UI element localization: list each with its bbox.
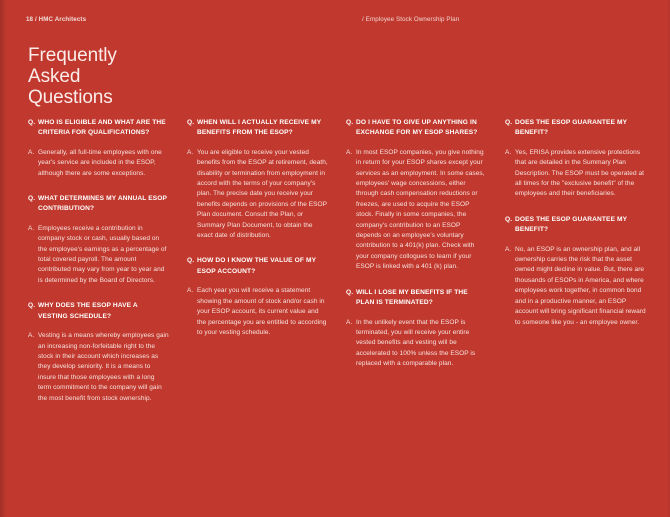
answer-marker: A. <box>505 148 512 156</box>
faq-item <box>346 118 487 273</box>
faq-question <box>28 118 169 139</box>
faq-answer <box>187 286 328 338</box>
faq-item <box>187 118 328 241</box>
faq-column <box>28 118 169 404</box>
faq-item <box>505 118 646 200</box>
answer-marker: A. <box>505 245 512 253</box>
faq-item <box>28 194 169 286</box>
faq-column-container <box>28 118 646 404</box>
faq-answer <box>346 148 487 273</box>
faq-column <box>187 118 328 404</box>
answer-marker: A. <box>187 148 194 156</box>
answer-marker: A. <box>28 332 35 340</box>
faq-answer <box>505 245 646 328</box>
answer-marker: A. <box>28 224 35 232</box>
running-head-right: / Employee Stock Ownership Plan <box>362 16 460 23</box>
answer-marker: A. <box>346 148 353 156</box>
page-title-line-1: Frequently <box>28 44 117 66</box>
faq-question-text: WHEN WILL I ACTUALLY RECEIVE MY BENEFITS FROM THE ESOP? <box>197 119 322 137</box>
faq-item <box>346 288 487 370</box>
faq-column <box>505 118 646 404</box>
question-marker: Q. <box>28 195 36 203</box>
faq-question <box>346 288 487 309</box>
faq-question-text: HOW DO I KNOW THE VALUE OF MY ESOP ACCOUNT? <box>197 257 316 275</box>
running-head <box>26 15 644 25</box>
faq-answer <box>28 224 169 286</box>
question-marker: Q. <box>505 119 513 126</box>
question-marker: Q. <box>346 288 354 296</box>
question-marker: Q. <box>505 215 513 223</box>
faq-question-text: WHAT DETERMINES MY ANNUAL ESOP CONTRIBUTION? <box>38 195 167 213</box>
question-marker: Q. <box>187 257 195 265</box>
question-marker: Q. <box>346 119 354 126</box>
faq-question-text: WHY DOES THE ESOP HAVE A VESTING SCHEDULE? <box>38 302 138 320</box>
answer-marker: A. <box>187 287 194 295</box>
faq-item <box>187 256 328 338</box>
answer-marker: A. <box>28 148 35 156</box>
faq-answer-text: Yes, ERISA provides extensive protections that are detailed in the Summary Plan Description. The ESOP must be operated at all times for the "exclusive benefit" of the employees and their beneficiaries. <box>515 148 645 198</box>
faq-answer-text: In most ESOP companies, you give nothing in return for your ESOP shares except your services as an employment. In some cases, employees' wage concessions, either through cash compensation reductions or freezes, are used to acquire the ESOP stock. Finally in some companies, the company's contribution to an ESOP depends on an employee's voluntary contribution to a 401(k) plan. Check with your company collogues to learn if your ESOP is linked with a 401 (k) plan. <box>356 148 485 271</box>
question-marker: Q. <box>187 119 195 126</box>
faq-question <box>346 118 487 139</box>
page-title-line-3: Questions <box>28 86 113 108</box>
faq-question-text: DOES THE ESOP GUARANTEE MY BENEFIT? <box>515 119 628 137</box>
question-marker: Q. <box>28 119 36 126</box>
faq-item <box>28 301 169 404</box>
faq-column <box>346 118 487 404</box>
faq-question-text: WILL I LOSE MY BENEFITS IF THE PLAN IS TERMINATED? <box>356 288 468 307</box>
faq-question <box>28 301 169 322</box>
faq-answer <box>28 331 169 404</box>
running-head-left: 18 / HMC Architects <box>26 16 87 23</box>
faq-answer-text: Vesting is a means whereby employees gain an increasing non-forfeitable right to the stock in their account which increases as they develop seniority. It is a means to insure that those employees with a long term commitment to the company will gain the most benefit from stock ownership. <box>38 332 169 402</box>
faq-question <box>505 215 646 236</box>
page-title <box>28 45 248 108</box>
faq-question-text: DOES THE ESOP GUARANTEE MY BENEFIT? <box>515 215 628 234</box>
faq-question <box>187 118 328 139</box>
faq-item <box>28 118 169 179</box>
page-edge-shadow <box>666 0 670 517</box>
answer-marker: A. <box>346 318 353 326</box>
faq-question-text: WHO IS ELIGIBLE AND WHAT ARE THE CRITERIA FOR QUALIFICATIONS? <box>38 119 166 137</box>
faq-answer <box>187 148 328 242</box>
faq-answer-text: You are eligible to receive your vested benefits from the ESOP at retirement, death, disability or termination from employment in accord with the terms of your company's plan. The precise date you receive your benefits depends on provisions of the ESOP Plan document. Consult the Plan, or Summary Plan Document, to obtain the exact date of distribution. <box>197 148 328 240</box>
faq-answer-text: In the unlikely event that the ESOP is terminated, you will receive your entire vested benefits and vesting will be accelerated to 100% unless the ESOP is replaced with a comparable plan. <box>356 318 476 368</box>
faq-answer-text: Generally, all full-time employees with one year's service are included in the ESOP, although there are some exceptions. <box>38 148 162 177</box>
faq-answer <box>505 148 646 200</box>
page-title-line-2: Asked <box>28 65 81 87</box>
faq-question <box>187 256 328 277</box>
faq-question-text: DO I HAVE TO GIVE UP ANYTHING IN EXCHANGE FOR MY ESOP SHARES? <box>356 119 478 137</box>
faq-question <box>28 194 169 215</box>
page-spine-shadow <box>0 0 7 517</box>
faq-answer <box>28 148 169 179</box>
faq-answer-text: Employees receive a contribution in company stock or cash, usually based on the employee's earnings as a percentage of total covered payroll. The amount contributed may vary from year to year and is determined by the Board of Directors. <box>38 224 167 284</box>
faq-answer-text: No, an ESOP is an ownership plan, and all ownership carries the risk that the asset owned might decline in value. But, there are thousands of ESOPs in America, and where employees work together, in common bond and in a productive manner, an ESOP account will bring significant financial reward to someone like you - an employee owner. <box>515 245 646 326</box>
faq-question <box>505 118 646 139</box>
faq-answer <box>346 318 487 370</box>
faq-answer-text: Each year you will receive a statement showing the amount of stock and/or cash in your ESOP account, its current value and the percentage you are entitled to according to your vesting schedule. <box>197 287 327 336</box>
question-marker: Q. <box>28 302 36 310</box>
faq-item <box>505 215 646 328</box>
